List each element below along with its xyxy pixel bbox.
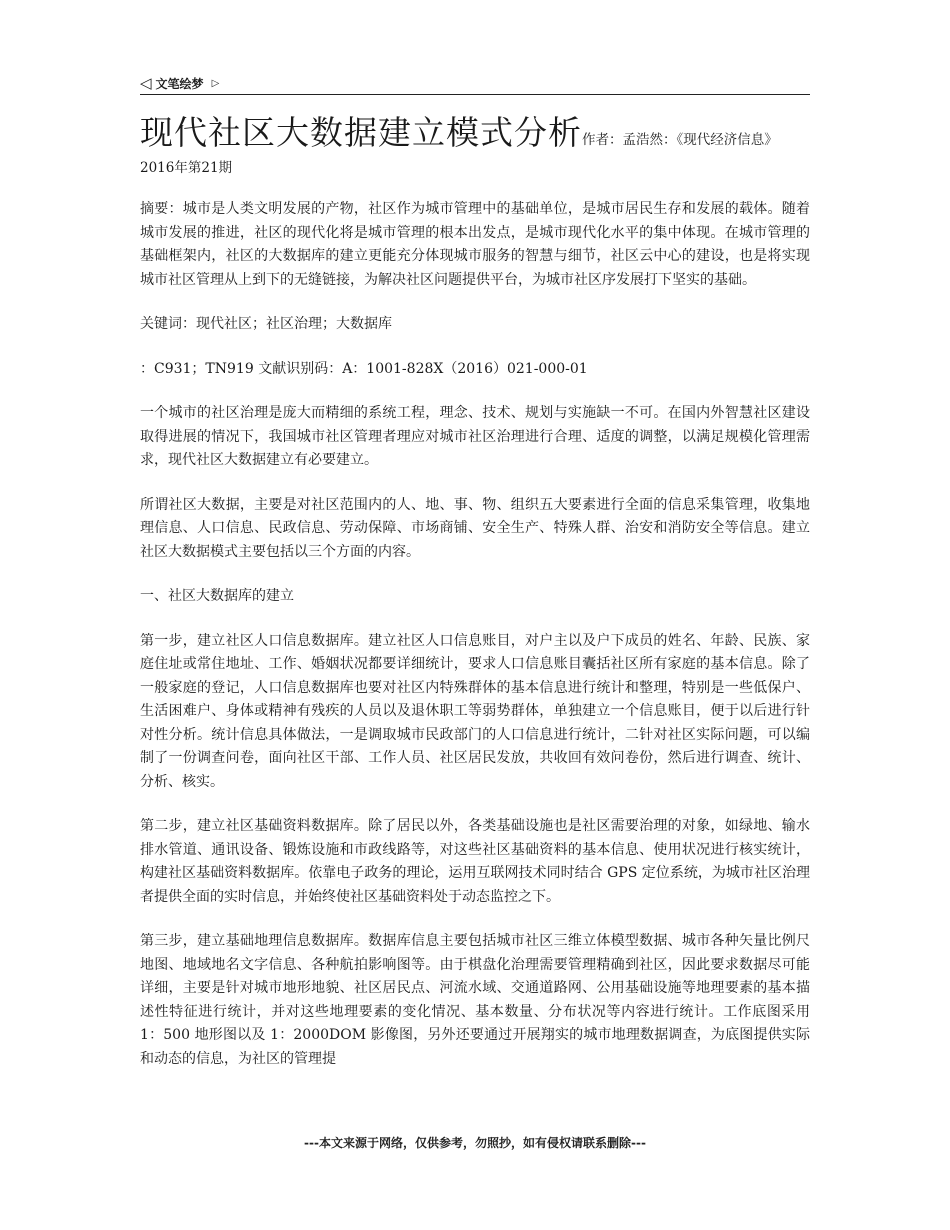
document-page	[140, 0, 810, 1230]
body-paragraph: 第二步，建立社区基础资料数据库。除了居民以外，各类基础设施也是社区需要治理的对象，如绿地、输水排水管道、通讯设备、锻炼设施和市政线路等，对这些社区基础资料的基本信息、使用状况进行核实统计，构建社区基础资料数据库。依靠电子政务的理论，运用互联网技术同时结合 GPS 定位系统，为城市社区治理者提供全面的实时信息，并始终使社区基础资料处于动态监控之下。	[140, 818, 810, 905]
body-paragraph: 第一步，建立社区人口信息数据库。建立社区人口信息账目，对户主以及户下成员的姓名、年龄、民族、家庭住址或常住地址、工作、婚姻状况都要详细统计，要求人口信息账目囊括社区所有家庭的基本信息。除了一般家庭的登记，人口信息数据库也要对社区内特殊群体的基本信息进行统计和整理，特别是一些低保户、生活困难户、身体或精神有残疾的人员以及退休职工等弱势群体，单独建立一个信息账目，便于以后进行针对性分析。统计信息具体做法，一是调取城市民政部门的人口信息进行统计，二针对社区实际问题，可以编制了一份调查问卷，面向社区干部、工作人员、社区居民发放，共收回有效问卷份，然后进行调查、统计、分析、核实。	[140, 632, 810, 790]
article-byline: 作者：孟浩然：《现代经济信息》2016年第21期	[140, 132, 778, 176]
triangle-left-icon[interactable]: ◁	[140, 73, 152, 92]
body-paragraph: 第三步，建立基础地理信息数据库。数据库信息主要包括城市社区三维立体模型数据、城市各种矢量比例尺地图、地域地名文字信息、各种航拍影响图等。由于棋盘化治理需要管理精确到社区，因此要求数据尽可能详细，主要是针对城市地形地貌、社区居民点、河流水域、交通道路网、公用基础设施等地理要素的基本描述性特征进行统计，并对这些地理要素的变化情况、基本数量、分布状况等内容进行统计。工作底图采用 1：500 地形图以及 1：2000DOM 影像图，另外还要通过开展翔实的城市地理数据调查，为底图提供实际和动态的信息，为社区的管理提	[140, 933, 810, 1067]
page-header	[140, 72, 810, 95]
body-paragraph: 一个城市的社区治理是庞大而精细的系统工程，理念、技术、规划与实施缺一不可。在国内外智慧社区建设取得进展的情况下，我国城市社区管理者理应对城市社区治理进行合理、适度的调整，以满足规模化管理需求，现代社区大数据建立有必要建立。	[140, 405, 810, 468]
site-name: 文笔绘梦	[155, 76, 204, 91]
title-block	[140, 112, 810, 181]
body-paragraph: 所谓社区大数据，主要是对社区范围内的人、地、事、物、组织五大要素进行全面的信息采集管理，收集地理信息、人口信息、民政信息、劳动保障、市场商铺、安全生产、特殊人群、治安和消防安全等信息。建立社区大数据模式主要包括以三个方面的内容。	[140, 496, 810, 560]
keywords-paragraph: 关键词：现代社区；社区治理；大数据库	[140, 316, 392, 332]
article-title: 现代社区大数据建立模式分析	[140, 113, 582, 152]
footer-notice: ---本文来源于网络，仅供参考，勿照抄，如有侵权请联系删除---	[304, 1136, 646, 1150]
abstract-paragraph: 摘要：城市是人类文明发展的产物，社区作为城市管理中的基础单位，是城市居民生存和发展的载体。随着城市发展的推进，社区的现代化将是城市管理的根本出发点，是城市现代化水平的集中体现。在城市管理的基础框架内，社区的大数据库的建立更能充分体现城市服务的智慧与细节，社区云中心的建设，也是将实现城市社区管理从上到下的无缝链接，为解决社区问题提供平台，为城市社区序发展打下坚实的基础。	[140, 201, 810, 288]
section-heading: 一、社区大数据库的建立	[140, 588, 294, 604]
classification-paragraph: ：C931；TN919 文献识别码：A：1001-828X（2016）021-000-01	[140, 360, 588, 377]
article-body	[140, 198, 810, 1092]
triangle-right-icon[interactable]: ▷	[211, 77, 220, 89]
